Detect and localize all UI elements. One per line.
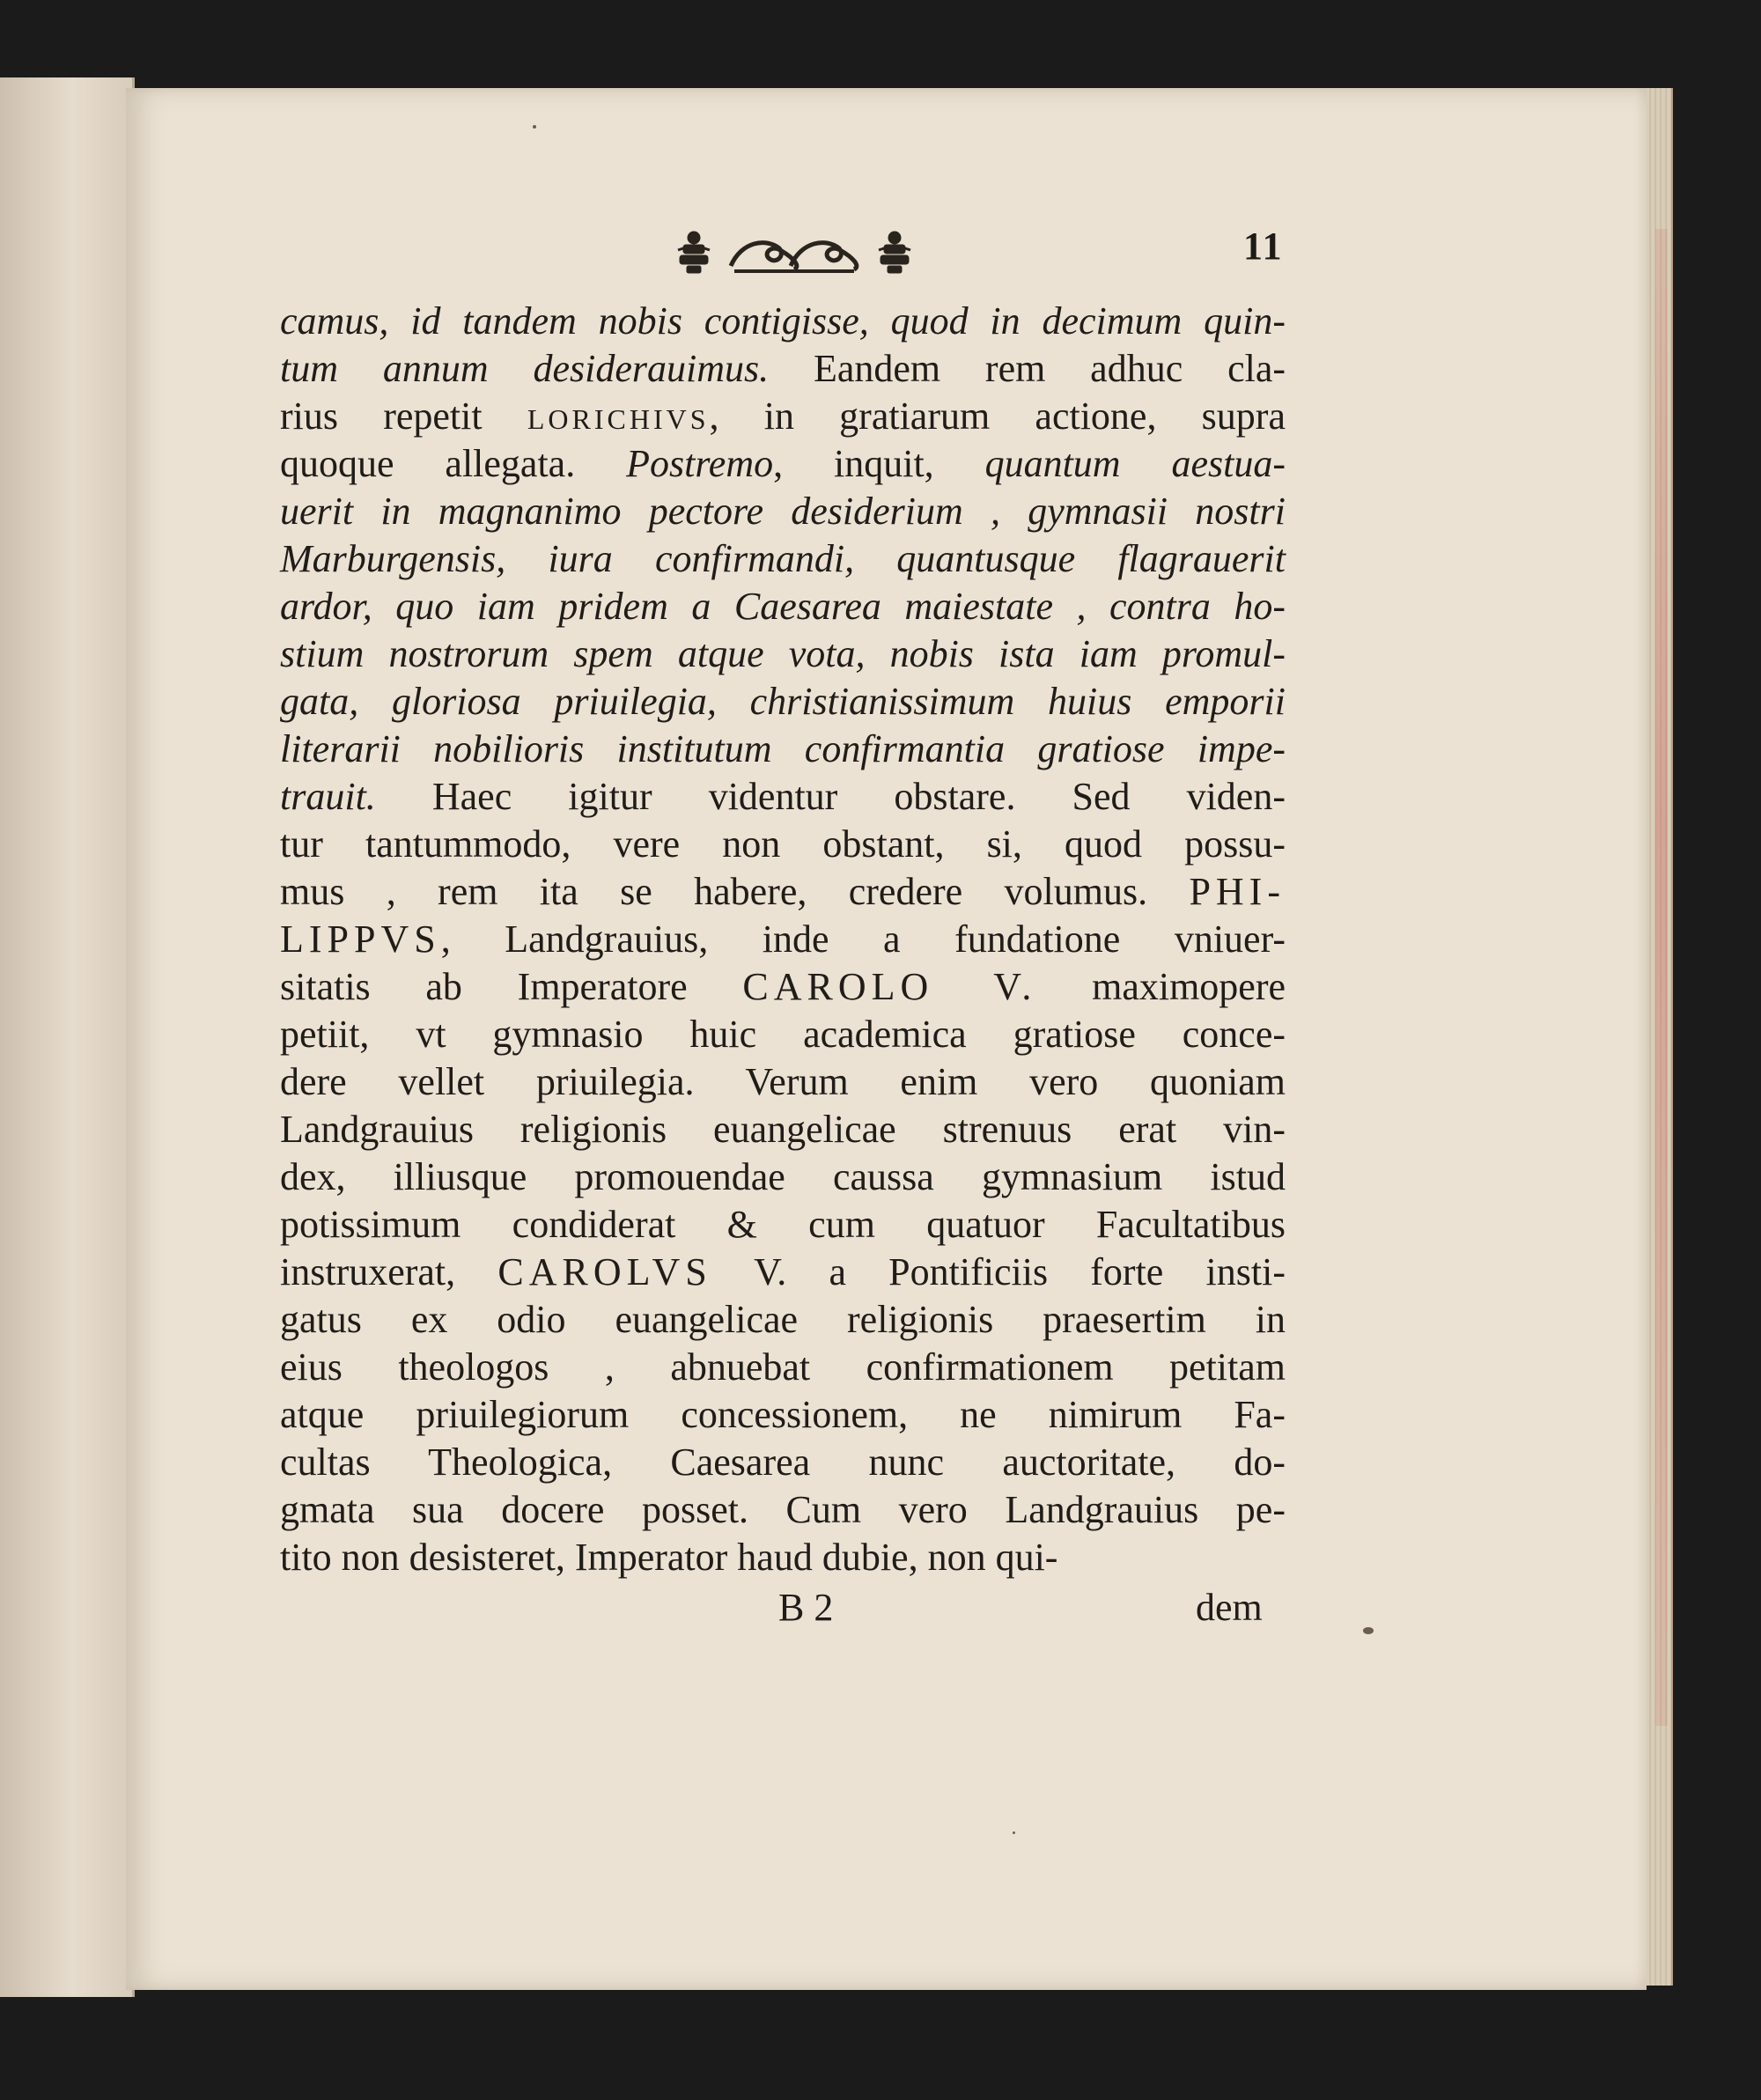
text-segment: dex, illiusque promouendae caussa gymnasium istud [280, 1155, 1286, 1198]
text-line [280, 1106, 1286, 1153]
catchword: dem [1196, 1586, 1263, 1629]
text-segment: literarii nobilioris institutum confirmantia gratiose impe- [280, 727, 1286, 770]
text-segment: PHI- [1189, 870, 1286, 913]
text-segment: eius theologos , abnuebat confirmationem petitam [280, 1345, 1286, 1389]
text-line [280, 1391, 1286, 1439]
fleuron-ornament-icon [662, 222, 926, 280]
text-line [280, 868, 1286, 916]
paper-speck [1013, 1831, 1015, 1834]
text-segment: CAROLO V. [742, 965, 1037, 1008]
text-line [280, 1058, 1286, 1106]
text-segment: gata, gloriosa priuilegia, christianissimum huius emporii [280, 680, 1286, 723]
text-segment: trauit. [280, 775, 376, 818]
page-edges-stack [1647, 88, 1673, 1986]
text-segment: , in gratiarum actione, supra [709, 394, 1286, 438]
text-segment: Haec igitur videntur obstare. Sed viden- [375, 775, 1286, 818]
text-line [280, 488, 1286, 535]
text-line [280, 583, 1286, 630]
text-line [280, 1344, 1286, 1391]
text-line [280, 1153, 1286, 1201]
text-segment: cultas Theologica, Caesarea nunc auctoritate, do- [280, 1441, 1286, 1484]
text-line [280, 1486, 1286, 1534]
text-segment: mus , rem ita se habere, credere volumus. [280, 870, 1190, 913]
text-segment: dere vellet priuilegia. Verum enim vero quoniam [280, 1060, 1286, 1103]
page-number: 11 [1243, 225, 1284, 268]
text-segment: , inquit, [773, 442, 985, 485]
text-line [280, 393, 1286, 440]
red-edge-tint [1655, 229, 1668, 1726]
text-line [280, 1439, 1286, 1486]
text-segment: LORICHIVS [527, 403, 710, 435]
text-line [280, 535, 1286, 583]
text-segment: CAROLVS [497, 1250, 712, 1293]
text-line [280, 1534, 1286, 1581]
text-line [280, 773, 1286, 821]
text-line [280, 916, 1286, 963]
text-line [280, 1249, 1286, 1296]
text-segment: uerit in magnanimo pectore desiderium , gymnasii nostri [280, 490, 1286, 533]
text-segment: quantum aestua- [984, 442, 1286, 485]
body-text [280, 298, 1286, 1581]
text-segment: atque priuilegiorum concessionem, ne nimirum Fa- [280, 1393, 1286, 1436]
text-segment: maximopere [1036, 965, 1286, 1008]
text-segment: , Landgrauius, inde a fundatione vniuer- [440, 917, 1286, 961]
text-segment: stium nostrorum spem atque vota, nobis ista iam promul- [280, 632, 1286, 675]
text-line [280, 821, 1286, 868]
text-segment: camus, id tandem nobis contigisse, quod in decimum quin- [280, 299, 1286, 343]
text-line [280, 345, 1286, 393]
text-segment: Landgrauius religionis euangelicae strenuus erat vin- [280, 1108, 1286, 1151]
text-segment: potissimum condiderat & cum quatuor Facultatibus [280, 1203, 1286, 1246]
text-line [280, 440, 1286, 488]
text-segment: Eandem rem adhuc cla- [769, 347, 1286, 390]
text-segment: ardor, quo iam pridem a Caesarea maiestate , contra ho- [280, 585, 1286, 628]
text-line [280, 298, 1286, 345]
text-line [280, 726, 1286, 773]
text-segment: quoque allegata. [280, 442, 627, 485]
text-segment: gatus ex odio euangelicae religionis praesertim in [280, 1298, 1286, 1341]
paper-speck [1363, 1627, 1374, 1634]
text-segment: tum annum desiderauimus. [280, 347, 770, 390]
text-segment: instruxerat, [280, 1250, 498, 1293]
text-line [280, 678, 1286, 726]
text-segment: petiit, vt gymnasio huic academica gratiose conce- [280, 1013, 1286, 1056]
previous-page-edge [0, 77, 135, 1997]
text-line [280, 630, 1286, 678]
text-segment: tito non desisteret, Imperator haud dubie, non qui- [280, 1536, 1058, 1579]
text-line [280, 1296, 1286, 1344]
text-segment: V. a Pontificiis forte insti- [711, 1250, 1286, 1293]
text-line [280, 963, 1286, 1011]
signature-mark: B 2 [778, 1586, 834, 1629]
text-segment: LIPPVS [280, 917, 441, 961]
text-segment: Postremo [626, 442, 774, 485]
text-line [280, 1201, 1286, 1249]
text-line [280, 1011, 1286, 1058]
text-segment: Marburgensis, iura confirmandi, quantusque flagrauerit [280, 537, 1286, 580]
text-segment: sitatis ab Imperatore [280, 965, 743, 1008]
text-segment: tur tantummodo, vere non obstant, si, quod possu- [280, 822, 1286, 866]
text-segment: gmata sua docere posset. Cum vero Landgrauius pe- [280, 1488, 1286, 1531]
paper-speck [533, 125, 536, 129]
text-segment: rius repetit [280, 394, 527, 438]
